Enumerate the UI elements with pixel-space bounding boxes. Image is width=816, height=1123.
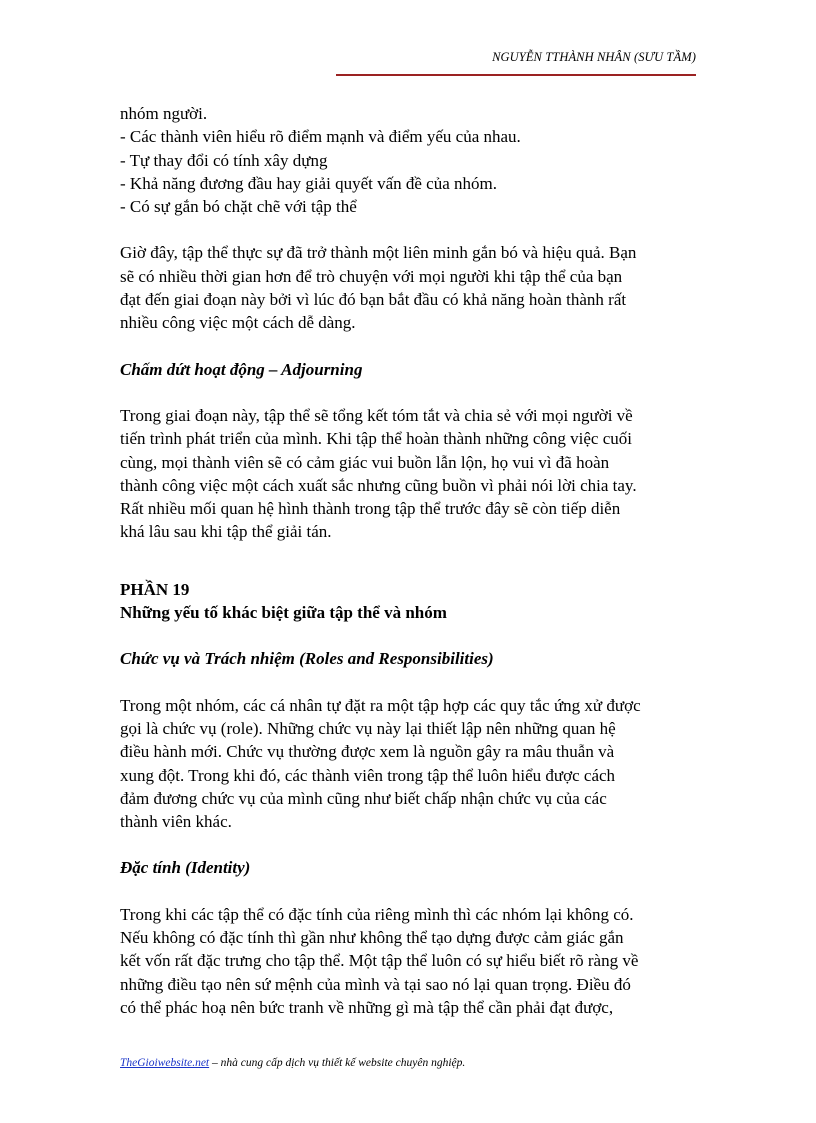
bullet-item: - Có sự gắn bó chặt chẽ với tập thể <box>120 197 357 217</box>
paragraph-line: Giờ đây, tập thể thực sự đã trở thành một liên minh gắn bó và hiệu quả. Bạn <box>120 243 637 263</box>
paragraph-line: nhiều công việc một cách dễ dàng. <box>120 313 356 333</box>
paragraph-line: thành viên khác. <box>120 812 232 832</box>
paragraph-line: đảm đương chức vụ của mình cũng như biết chấp nhận chức vụ của các <box>120 788 607 808</box>
bullet-item: - Tự thay đổi có tính xây dựng <box>120 150 328 170</box>
identity-heading: Đặc tính (Identity) <box>120 858 251 878</box>
paragraph-line: Trong một nhóm, các cá nhân tự đặt ra một tập hợp các quy tắc ứng xử được <box>120 695 641 715</box>
paragraph-line: đạt đến giai đoạn này bởi vì lúc đó bạn bắt đầu có khả năng hoàn thành rất <box>120 290 627 310</box>
website-link[interactable]: TheGioiwebsite.net <box>120 1057 210 1069</box>
bullet-item: - Khả năng đương đầu hay giải quyết vấn đề của nhóm. <box>120 173 497 193</box>
paragraph-line: gọi là chức vụ (role). Những chức vụ này lại thiết lập nên những quan hệ <box>120 718 616 738</box>
footer-tagline: – nhà cung cấp dịch vụ thiết kế website chuyên nghiệp. <box>209 1057 466 1069</box>
paragraph-line: có thể phác hoạ nên bức tranh về những gì mà tập thể cần phải đạt được, <box>120 997 614 1017</box>
paragraph-line: cùng, mọi thành viên sẽ có cảm giác vui buồn lẫn lộn, họ vui vì đã hoàn <box>120 452 610 472</box>
paragraph-line: tiến trình phát triển của mình. Khi tập thể hoàn thành những công việc cuối <box>120 429 633 449</box>
bullet-item: - Các thành viên hiểu rõ điểm mạnh và điểm yếu của nhau. <box>120 127 521 147</box>
document-body <box>120 102 710 1019</box>
paragraph-line: kết vốn rất đặc trưng cho tập thể. Một tập thể luôn có sự hiểu biết rõ ràng về <box>120 951 639 971</box>
page-header: NGUYỄN TTHÀNH NHÂN (SƯU TẦM) <box>492 50 696 64</box>
paragraph-line: thành công việc một cách xuất sắc nhưng cũng buồn vì phải nói lời chia tay. <box>120 475 637 495</box>
adjourning-heading: Chấm dứt hoạt động – Adjourning <box>120 359 363 379</box>
paragraph-line: Trong khi các tập thể có đặc tính của riêng mình thì các nhóm lại không có. <box>120 904 634 924</box>
paragraph-line: những điều tạo nên sứ mệnh của mình và tại sao nó lại quan trọng. Điều đó <box>120 974 631 994</box>
paragraph-line: Trong giai đoạn này, tập thể sẽ tổng kết tóm tắt và chia sẻ với mọi người về <box>120 405 633 425</box>
paragraph-line: xung đột. Trong khi đó, các thành viên trong tập thể luôn hiểu được cách <box>120 765 616 785</box>
intro-line: nhóm người. <box>120 104 208 123</box>
section-title: Những yếu tố khác biệt giữa tập thể và nhóm <box>120 603 447 623</box>
paragraph-line: Rất nhiều mối quan hệ hình thành trong tập thể trước đây sẽ còn tiếp diễn <box>120 499 621 519</box>
section-number: PHẦN 19 <box>120 579 190 599</box>
roles-heading: Chức vụ và Trách nhiệm (Roles and Responsibilities) <box>120 649 494 669</box>
paragraph-line: điều hành mới. Chức vụ thường được xem là nguồn gây ra mâu thuẫn và <box>120 742 615 762</box>
header-rule <box>336 74 696 76</box>
paragraph-line: khá lâu sau khi tập thể giải tán. <box>120 522 332 542</box>
paragraph-line: sẽ có nhiều thời gian hơn để trò chuyện với mọi người khi tập thể của bạn <box>120 266 623 286</box>
paragraph-line: Nếu không có đặc tính thì gần như không thể tạo dựng được cảm giác gắn <box>120 928 624 948</box>
page-footer <box>120 1057 465 1069</box>
